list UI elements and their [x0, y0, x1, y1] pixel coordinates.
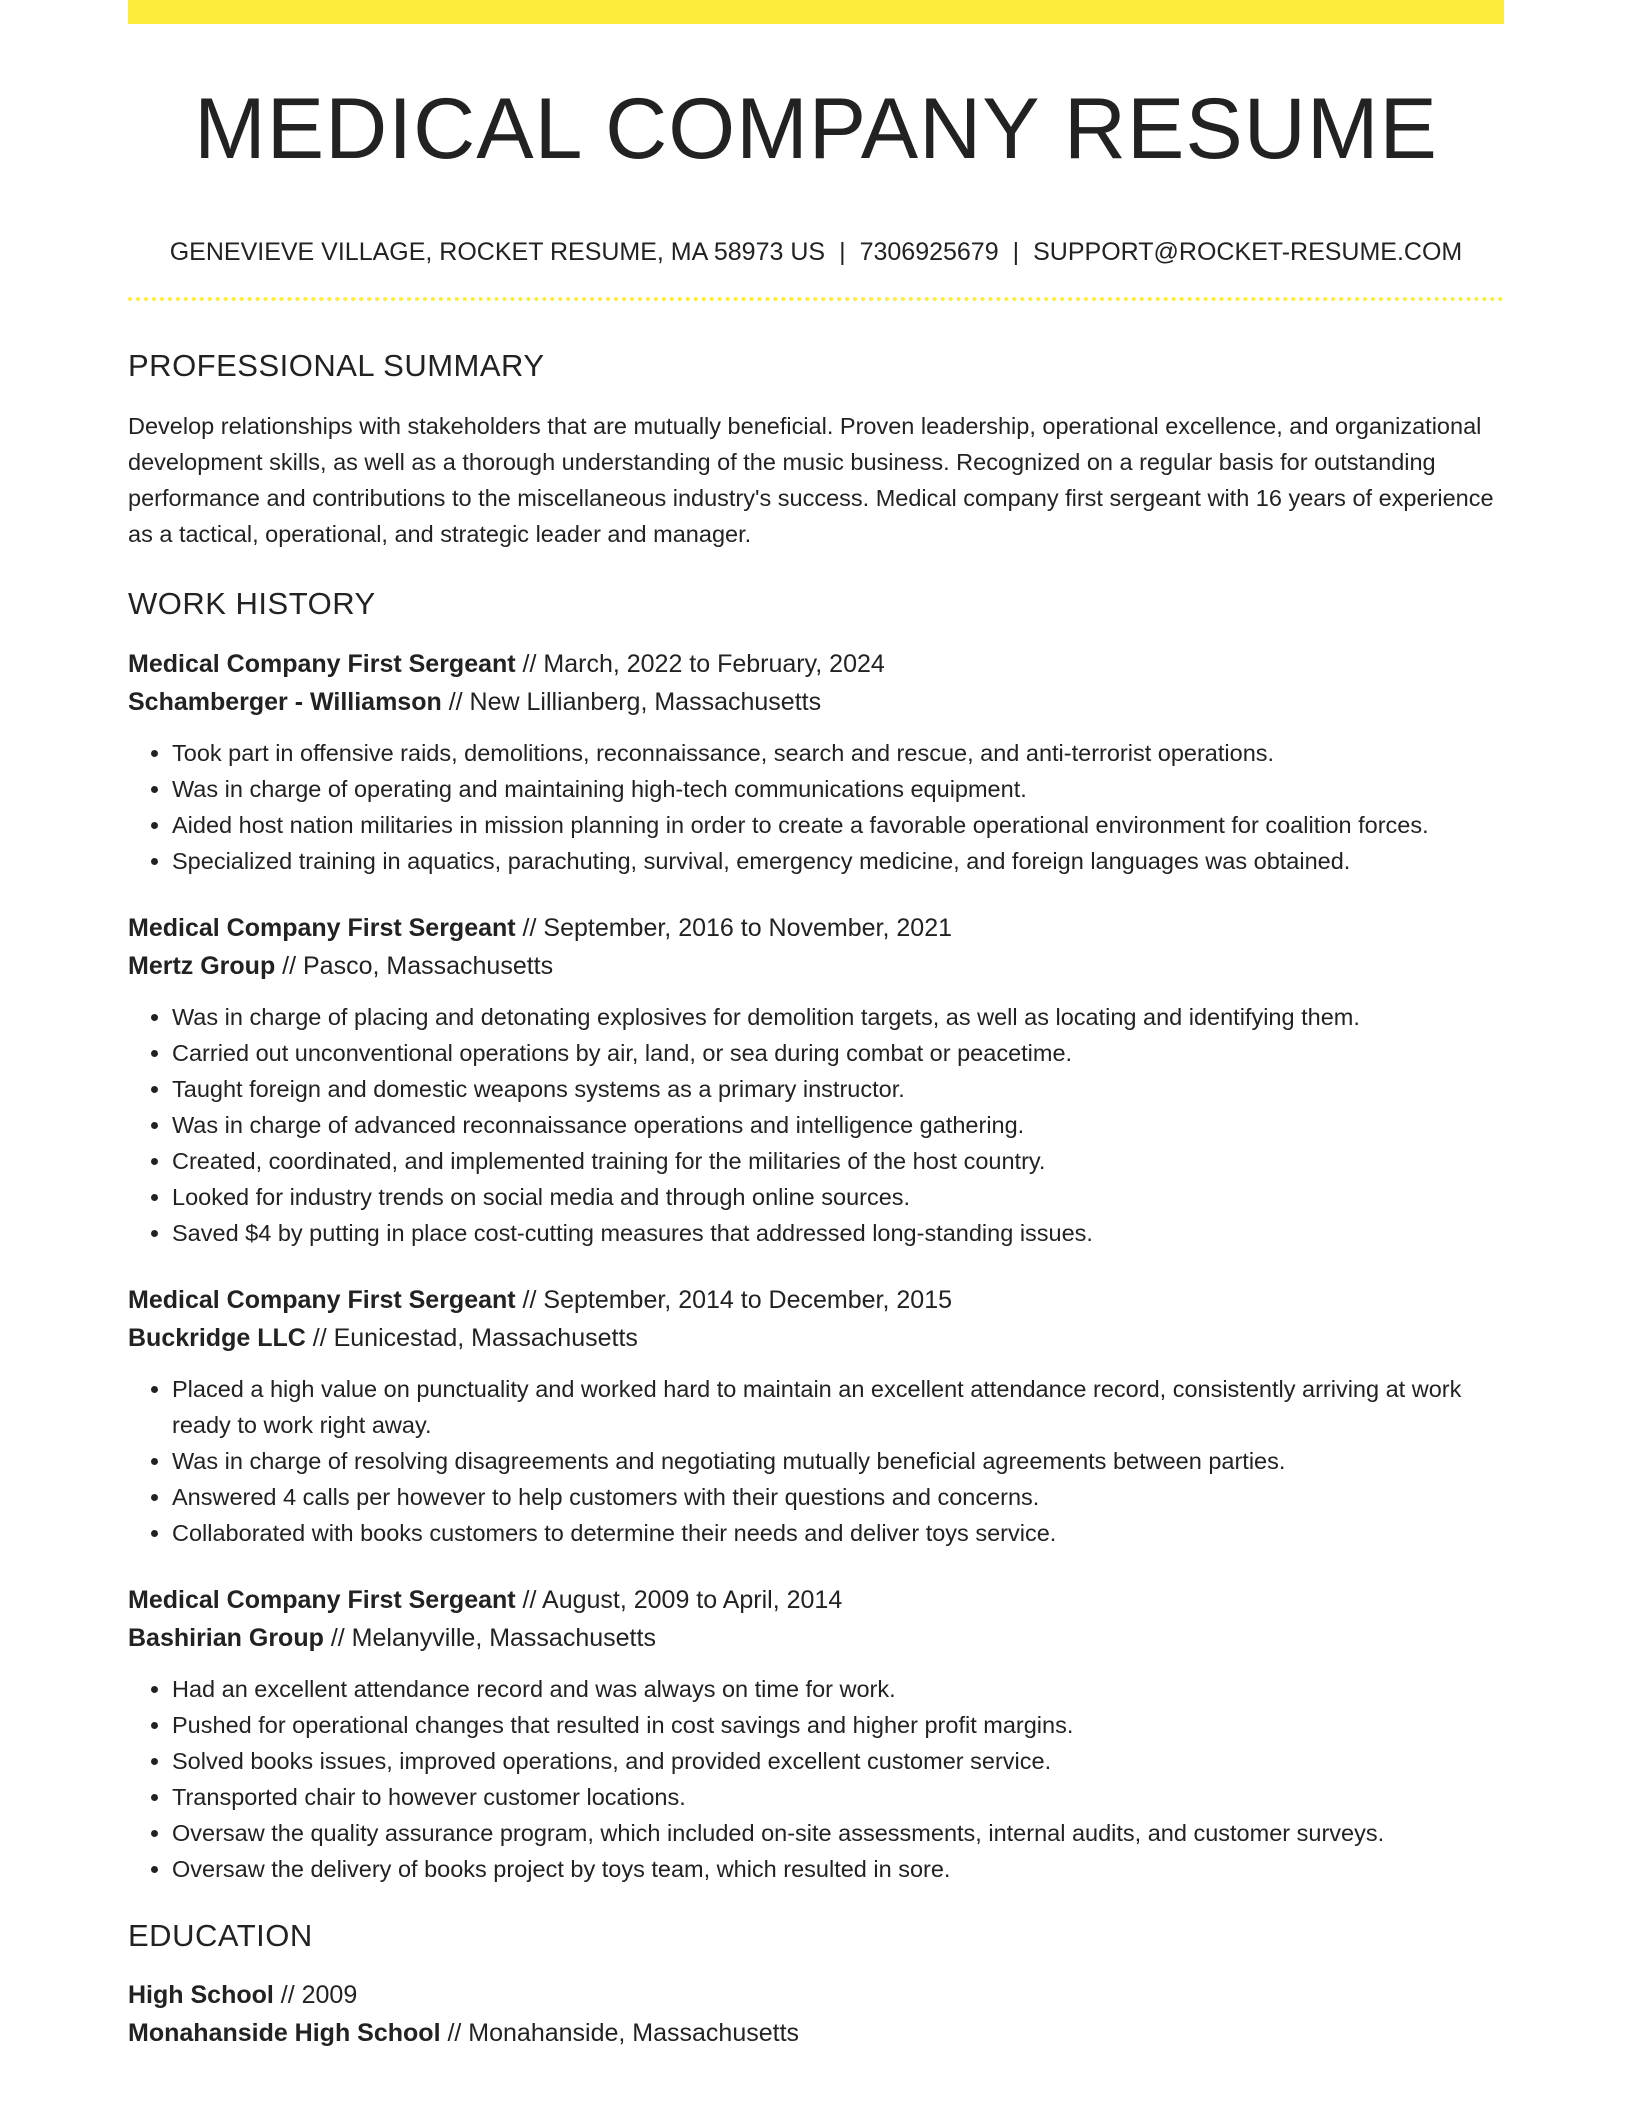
job-location: // Pasco, Massachusetts [275, 951, 554, 980]
job-location: // Melanyville, Massachusetts [323, 1623, 656, 1652]
job-role: Medical Company First Sergeant [128, 913, 516, 942]
job-bullets [128, 1371, 1504, 1551]
summary-text: Develop relationships with stakeholders that are mutually beneficial. Proven leadership, operational excellence, and organizational development skills, as well as a thorough understanding of the music business. Recognized on a regular basis for outstanding performance and contributions to the miscellaneous industry's success. Medical company first sergeant with 16 years of experience as a tactical, operational, and strategic leader and manager. [128, 413, 1494, 548]
job-bullets [128, 735, 1504, 879]
dotted-divider [128, 297, 1504, 301]
job-dates: // September, 2014 to December, 2015 [515, 1285, 952, 1314]
list-item: • Took part in offensive raids, demolitions, reconnaissance, search and rescue, and anti-terrorist operations. [172, 735, 1504, 771]
list-item: • Collaborated with books customers to determine their needs and deliver toys service. [172, 1515, 1504, 1551]
job-company: Bashirian Group [128, 1623, 324, 1652]
school-line [128, 2014, 1504, 2052]
job-company-line [128, 947, 1504, 985]
list-item: • Specialized training in aquatics, parachuting, survival, emergency medicine, and foreign languages was obtained. [172, 843, 1504, 879]
graduation-year: // 2009 [273, 1980, 358, 2009]
list-item: • Oversaw the quality assurance program, which included on-site assessments, internal audits, and customer surveys. [172, 1815, 1504, 1851]
job-title-line [128, 645, 1504, 683]
degree: High School [128, 1980, 274, 2009]
education-entry [128, 1976, 1504, 2052]
resume-page [128, 0, 1504, 2052]
job-company: Mertz Group [128, 951, 276, 980]
job-company-line [128, 683, 1504, 721]
list-item: • Answered 4 calls per however to help customers with their questions and concerns. [172, 1479, 1504, 1515]
degree-line [128, 1976, 1504, 2014]
job-company: Buckridge LLC [128, 1323, 306, 1352]
summary-heading: PROFESSIONAL SUMMARY [128, 348, 545, 384]
job-entry [128, 1281, 1504, 1551]
job-bullets [128, 1671, 1504, 1887]
school-location: // Monahanside, Massachusetts [440, 2018, 800, 2047]
job-role: Medical Company First Sergeant [128, 1585, 516, 1614]
job-location: // Eunicestad, Massachusetts [305, 1323, 638, 1352]
contact-separator: | [1012, 238, 1020, 267]
list-item: • Was in charge of resolving disagreements and negotiating mutually beneficial agreements between parties. [172, 1443, 1504, 1479]
list-item: • Was in charge of advanced reconnaissance operations and intelligence gathering. [172, 1107, 1504, 1143]
list-item: • Looked for industry trends on social media and through online sources. [172, 1179, 1504, 1215]
list-item: • Taught foreign and domestic weapons systems as a primary instructor. [172, 1071, 1504, 1107]
job-entry [128, 645, 1504, 879]
list-item: • Solved books issues, improved operations, and provided excellent customer service. [172, 1743, 1504, 1779]
list-item: • Saved $4 by putting in place cost-cutting measures that addressed long-standing issues. [172, 1215, 1504, 1251]
job-title-line [128, 909, 1504, 947]
job-bullets [128, 999, 1504, 1251]
job-title-line [128, 1581, 1504, 1619]
job-entry [128, 1581, 1504, 1887]
job-entry [128, 909, 1504, 1251]
contact-line [128, 237, 1504, 267]
job-title-line [128, 1281, 1504, 1319]
school-name: Monahanside High School [128, 2018, 441, 2047]
job-company-line [128, 1319, 1504, 1357]
list-item: • Was in charge of placing and detonating explosives for demolition targets, as well as locating and identifying them. [172, 999, 1504, 1035]
contact-email: SUPPORT@ROCKET-RESUME.COM [1033, 238, 1463, 267]
list-item: • Pushed for operational changes that resulted in cost savings and higher profit margins. [172, 1707, 1504, 1743]
job-dates: // September, 2016 to November, 2021 [515, 913, 952, 942]
list-item: • Carried out unconventional operations by air, land, or sea during combat or peacetime. [172, 1035, 1504, 1071]
list-item: • Was in charge of operating and maintaining high-tech communications equipment. [172, 771, 1504, 807]
education-heading: EDUCATION [128, 1917, 313, 1953]
list-item: • Created, coordinated, and implemented training for the militaries of the host country. [172, 1143, 1504, 1179]
resume-title: MEDICAL COMPANY RESUME [194, 81, 1438, 177]
job-location: // New Lillianberg, Massachusetts [441, 687, 822, 716]
contact-address: GENEVIEVE VILLAGE, ROCKET RESUME, MA 58973 US [169, 238, 826, 267]
job-role: Medical Company First Sergeant [128, 1285, 516, 1314]
contact-phone: 7306925679 [859, 238, 999, 267]
job-dates: // August, 2009 to April, 2014 [515, 1585, 843, 1614]
top-accent-bar [128, 0, 1504, 24]
list-item: • Oversaw the delivery of books project by toys team, which resulted in sore. [172, 1851, 1504, 1887]
job-role: Medical Company First Sergeant [128, 649, 516, 678]
list-item: • Aided host nation militaries in mission planning in order to create a favorable operational environment for coalition forces. [172, 807, 1504, 843]
job-company-line [128, 1619, 1504, 1657]
list-item: • Transported chair to however customer locations. [172, 1779, 1504, 1815]
work-history-heading: WORK HISTORY [128, 586, 376, 622]
list-item: • Placed a high value on punctuality and worked hard to maintain an excellent attendance record, consistently arriving at work ready to work right away. [172, 1371, 1504, 1443]
job-company: Schamberger - Williamson [128, 687, 442, 716]
job-dates: // March, 2022 to February, 2024 [515, 649, 885, 678]
list-item: • Had an excellent attendance record and was always on time for work. [172, 1671, 1504, 1707]
contact-separator: | [839, 238, 846, 267]
